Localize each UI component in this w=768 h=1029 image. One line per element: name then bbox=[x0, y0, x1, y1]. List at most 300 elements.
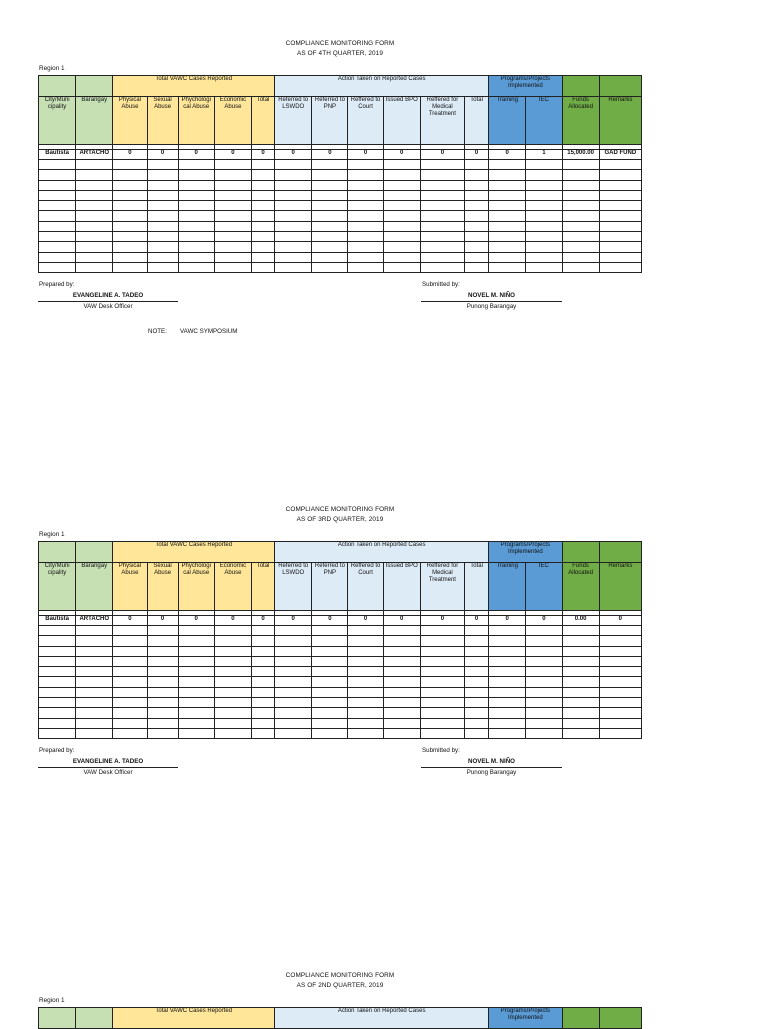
empty-cell bbox=[76, 698, 113, 708]
empty-cell bbox=[383, 201, 420, 211]
empty-cell bbox=[251, 708, 274, 718]
empty-cell bbox=[526, 211, 562, 221]
table-cell: 0 bbox=[465, 616, 489, 626]
empty-row bbox=[39, 728, 642, 738]
empty-cell bbox=[489, 262, 526, 272]
empty-cell bbox=[275, 180, 312, 190]
column-header: Referred to PNP bbox=[312, 97, 348, 145]
empty-cell bbox=[39, 687, 76, 697]
empty-cell bbox=[348, 728, 383, 738]
empty-cell bbox=[76, 718, 113, 728]
empty-cell bbox=[312, 718, 348, 728]
empty-cell bbox=[178, 201, 214, 211]
empty-cell bbox=[465, 728, 489, 738]
signature-line bbox=[421, 767, 562, 768]
empty-cell bbox=[489, 708, 526, 718]
empty-row bbox=[39, 211, 642, 221]
table-cell: 0 bbox=[275, 616, 312, 626]
empty-cell bbox=[76, 221, 113, 231]
empty-cell bbox=[348, 667, 383, 677]
column-header: Referred to LSWDO bbox=[275, 563, 312, 611]
empty-cell bbox=[178, 232, 214, 242]
empty-cell bbox=[312, 646, 348, 656]
empty-cell bbox=[312, 252, 348, 262]
empty-cell bbox=[275, 170, 312, 180]
empty-cell bbox=[383, 646, 420, 656]
empty-cell bbox=[420, 170, 464, 180]
empty-cell bbox=[465, 667, 489, 677]
empty-cell bbox=[599, 221, 641, 231]
table-cell: 0 bbox=[147, 616, 178, 626]
empty-cell bbox=[113, 242, 147, 252]
empty-cell bbox=[147, 667, 178, 677]
empty-cell bbox=[599, 242, 641, 252]
empty-cell bbox=[275, 232, 312, 242]
empty-cell bbox=[348, 232, 383, 242]
column-header: Issued BPO bbox=[383, 97, 420, 145]
compliance-table bbox=[38, 541, 642, 739]
empty-cell bbox=[178, 636, 214, 646]
submitted-by-position: Punong Barangay bbox=[466, 769, 517, 776]
empty-cell bbox=[489, 221, 526, 231]
empty-cell bbox=[465, 221, 489, 231]
empty-cell bbox=[420, 626, 464, 636]
empty-cell bbox=[76, 201, 113, 211]
empty-cell bbox=[420, 636, 464, 646]
header-blank-cell bbox=[76, 1008, 113, 1029]
empty-cell bbox=[348, 160, 383, 170]
empty-cell bbox=[465, 636, 489, 646]
empty-row bbox=[39, 190, 642, 200]
empty-cell bbox=[562, 728, 599, 738]
table-cell: 0 bbox=[312, 150, 348, 160]
empty-cell bbox=[251, 201, 274, 211]
empty-row bbox=[39, 180, 642, 190]
empty-cell bbox=[275, 636, 312, 646]
empty-cell bbox=[489, 626, 526, 636]
empty-cell bbox=[312, 221, 348, 231]
column-header: Total bbox=[465, 97, 489, 145]
signature-line bbox=[38, 767, 178, 768]
empty-cell bbox=[312, 636, 348, 646]
empty-cell bbox=[348, 252, 383, 262]
empty-cell bbox=[465, 626, 489, 636]
empty-cell bbox=[599, 646, 641, 656]
empty-cell bbox=[599, 636, 641, 646]
empty-cell bbox=[147, 180, 178, 190]
empty-cell bbox=[465, 677, 489, 687]
empty-cell bbox=[214, 160, 251, 170]
empty-row bbox=[39, 160, 642, 170]
empty-cell bbox=[312, 232, 348, 242]
empty-cell bbox=[420, 232, 464, 242]
empty-cell bbox=[214, 626, 251, 636]
empty-cell bbox=[526, 667, 562, 677]
column-header: Training bbox=[489, 563, 526, 611]
column-header: Phychologi cal Abuse bbox=[178, 97, 214, 145]
empty-cell bbox=[383, 180, 420, 190]
empty-cell bbox=[312, 160, 348, 170]
empty-cell bbox=[76, 667, 113, 677]
table-cell: 0 bbox=[275, 150, 312, 160]
submitted-by-label: Submitted by: bbox=[422, 747, 460, 754]
empty-cell bbox=[275, 687, 312, 697]
empty-cell bbox=[147, 201, 178, 211]
empty-cell bbox=[275, 708, 312, 718]
vawc-group-header: Total VAWC Cases Reported bbox=[113, 542, 275, 563]
form-subtitle: AS OF 4TH QUARTER, 2019 bbox=[297, 50, 383, 57]
column-header: Reffered to Court bbox=[348, 563, 383, 611]
empty-cell bbox=[39, 677, 76, 687]
empty-cell bbox=[489, 242, 526, 252]
table-cell: ARTACHO bbox=[76, 616, 113, 626]
empty-cell bbox=[348, 190, 383, 200]
column-header: Physical Abuse bbox=[113, 563, 147, 611]
empty-cell bbox=[489, 252, 526, 262]
empty-row bbox=[39, 170, 642, 180]
column-header: Sexual Abuse bbox=[147, 563, 178, 611]
empty-cell bbox=[113, 201, 147, 211]
empty-cell bbox=[465, 698, 489, 708]
empty-cell bbox=[383, 232, 420, 242]
empty-cell bbox=[147, 636, 178, 646]
empty-cell bbox=[76, 708, 113, 718]
empty-cell bbox=[526, 170, 562, 180]
empty-cell bbox=[312, 677, 348, 687]
empty-cell bbox=[562, 698, 599, 708]
empty-cell bbox=[465, 687, 489, 697]
empty-cell bbox=[420, 190, 464, 200]
prepared-by-label: Prepared by: bbox=[39, 281, 75, 288]
empty-cell bbox=[214, 180, 251, 190]
empty-cell bbox=[383, 626, 420, 636]
table-cell: 0 bbox=[113, 150, 147, 160]
empty-cell bbox=[178, 221, 214, 231]
table-cell: 0 bbox=[251, 616, 274, 626]
empty-cell bbox=[562, 708, 599, 718]
empty-cell bbox=[465, 232, 489, 242]
empty-cell bbox=[147, 718, 178, 728]
column-header: IEC bbox=[526, 97, 562, 145]
empty-cell bbox=[489, 190, 526, 200]
empty-cell bbox=[526, 677, 562, 687]
empty-cell bbox=[599, 262, 641, 272]
empty-cell bbox=[178, 667, 214, 677]
empty-cell bbox=[562, 201, 599, 211]
empty-cell bbox=[251, 242, 274, 252]
empty-cell bbox=[76, 242, 113, 252]
header-blank-cell bbox=[562, 76, 599, 97]
empty-cell bbox=[214, 252, 251, 262]
empty-cell bbox=[178, 180, 214, 190]
empty-cell bbox=[383, 252, 420, 262]
empty-cell bbox=[251, 160, 274, 170]
empty-cell bbox=[562, 242, 599, 252]
empty-cell bbox=[420, 211, 464, 221]
header-blank-cell bbox=[76, 76, 113, 97]
empty-cell bbox=[178, 677, 214, 687]
empty-cell bbox=[562, 170, 599, 180]
empty-cell bbox=[526, 190, 562, 200]
empty-cell bbox=[383, 221, 420, 231]
empty-cell bbox=[465, 262, 489, 272]
table-cell: 0.00 bbox=[562, 616, 599, 626]
empty-cell bbox=[526, 160, 562, 170]
empty-cell bbox=[113, 252, 147, 262]
empty-cell bbox=[275, 242, 312, 252]
empty-cell bbox=[113, 232, 147, 242]
empty-cell bbox=[113, 160, 147, 170]
empty-cell bbox=[348, 262, 383, 272]
empty-cell bbox=[39, 636, 76, 646]
empty-cell bbox=[214, 646, 251, 656]
empty-row bbox=[39, 687, 642, 697]
empty-cell bbox=[383, 656, 420, 666]
form-subtitle: AS OF 2ND QUARTER, 2019 bbox=[296, 982, 384, 989]
empty-cell bbox=[599, 170, 641, 180]
action-group-header: Action Taken on Reported Cases bbox=[275, 76, 489, 97]
prepared-by-name: EVANGELINE A. TADEO bbox=[72, 292, 144, 299]
empty-cell bbox=[147, 708, 178, 718]
table-cell: 0 bbox=[383, 150, 420, 160]
prepared-by-name: EVANGELINE A. TADEO bbox=[72, 758, 144, 765]
empty-cell bbox=[147, 698, 178, 708]
table-cell: Bautista bbox=[39, 616, 76, 626]
empty-cell bbox=[39, 242, 76, 252]
empty-cell bbox=[348, 201, 383, 211]
empty-cell bbox=[39, 211, 76, 221]
empty-cell bbox=[113, 180, 147, 190]
column-header: Remarks bbox=[599, 97, 641, 145]
empty-cell bbox=[383, 667, 420, 677]
empty-cell bbox=[348, 211, 383, 221]
empty-cell bbox=[275, 677, 312, 687]
empty-cell bbox=[562, 232, 599, 242]
empty-cell bbox=[251, 252, 274, 262]
empty-cell bbox=[214, 728, 251, 738]
empty-cell bbox=[147, 232, 178, 242]
empty-cell bbox=[420, 262, 464, 272]
empty-cell bbox=[76, 211, 113, 221]
empty-cell bbox=[178, 718, 214, 728]
empty-cell bbox=[562, 262, 599, 272]
empty-cell bbox=[383, 242, 420, 252]
empty-cell bbox=[420, 656, 464, 666]
empty-cell bbox=[312, 242, 348, 252]
empty-cell bbox=[214, 262, 251, 272]
empty-cell bbox=[214, 211, 251, 221]
empty-cell bbox=[113, 708, 147, 718]
empty-cell bbox=[526, 180, 562, 190]
empty-cell bbox=[147, 728, 178, 738]
column-header: Physical Abuse bbox=[113, 97, 147, 145]
empty-cell bbox=[383, 728, 420, 738]
empty-cell bbox=[251, 221, 274, 231]
submitted-by-label: Submitted by: bbox=[422, 281, 460, 288]
empty-cell bbox=[214, 677, 251, 687]
empty-cell bbox=[251, 677, 274, 687]
table-cell: 0 bbox=[348, 616, 383, 626]
column-header: Economic Abuse bbox=[214, 563, 251, 611]
empty-cell bbox=[420, 677, 464, 687]
table-cell: 0 bbox=[251, 150, 274, 160]
empty-cell bbox=[178, 252, 214, 262]
empty-cell bbox=[76, 728, 113, 738]
empty-cell bbox=[489, 728, 526, 738]
column-header: Sexual Abuse bbox=[147, 97, 178, 145]
vawc-group-header: Total VAWC Cases Reported bbox=[113, 1008, 275, 1029]
empty-cell bbox=[251, 646, 274, 656]
empty-cell bbox=[214, 698, 251, 708]
empty-cell bbox=[39, 718, 76, 728]
empty-cell bbox=[214, 667, 251, 677]
empty-cell bbox=[348, 656, 383, 666]
empty-cell bbox=[178, 656, 214, 666]
empty-cell bbox=[147, 677, 178, 687]
empty-cell bbox=[214, 636, 251, 646]
empty-cell bbox=[39, 160, 76, 170]
empty-cell bbox=[275, 626, 312, 636]
empty-cell bbox=[39, 180, 76, 190]
empty-cell bbox=[214, 170, 251, 180]
empty-cell bbox=[489, 211, 526, 221]
column-header: Referred to LSWDO bbox=[275, 97, 312, 145]
empty-row bbox=[39, 677, 642, 687]
empty-cell bbox=[251, 211, 274, 221]
empty-cell bbox=[348, 677, 383, 687]
empty-cell bbox=[348, 636, 383, 646]
table-cell: ARTACHO bbox=[76, 150, 113, 160]
empty-cell bbox=[275, 201, 312, 211]
empty-cell bbox=[251, 667, 274, 677]
empty-cell bbox=[526, 262, 562, 272]
empty-cell bbox=[420, 201, 464, 211]
empty-cell bbox=[76, 180, 113, 190]
empty-cell bbox=[526, 728, 562, 738]
empty-cell bbox=[420, 180, 464, 190]
table-cell: Bautista bbox=[39, 150, 76, 160]
empty-cell bbox=[251, 170, 274, 180]
empty-cell bbox=[251, 687, 274, 697]
empty-cell bbox=[599, 687, 641, 697]
empty-cell bbox=[599, 667, 641, 677]
empty-cell bbox=[312, 211, 348, 221]
empty-cell bbox=[39, 252, 76, 262]
empty-cell bbox=[275, 160, 312, 170]
empty-cell bbox=[178, 211, 214, 221]
note-text: VAWC SYMPOSIUM bbox=[180, 328, 238, 335]
empty-cell bbox=[489, 180, 526, 190]
note-label: NOTE: bbox=[148, 328, 167, 335]
programs-group-header: Programs/Projects Implemented bbox=[489, 76, 562, 97]
empty-cell bbox=[178, 626, 214, 636]
empty-cell bbox=[113, 667, 147, 677]
region-label: Region 1 bbox=[39, 531, 65, 538]
empty-cell bbox=[489, 160, 526, 170]
empty-cell bbox=[489, 636, 526, 646]
empty-cell bbox=[147, 221, 178, 231]
submitted-by-name: NOVEL M. NIÑO bbox=[468, 758, 515, 765]
empty-cell bbox=[312, 626, 348, 636]
region-label: Region 1 bbox=[39, 997, 65, 1004]
empty-cell bbox=[526, 232, 562, 242]
empty-cell bbox=[526, 636, 562, 646]
empty-cell bbox=[178, 190, 214, 200]
empty-cell bbox=[113, 262, 147, 272]
empty-cell bbox=[489, 646, 526, 656]
empty-cell bbox=[39, 626, 76, 636]
form-title: COMPLIANCE MONITORING FORM bbox=[285, 506, 395, 513]
table-cell: 0 bbox=[214, 150, 251, 160]
table-cell: 0 bbox=[489, 150, 526, 160]
empty-cell bbox=[420, 718, 464, 728]
empty-cell bbox=[348, 221, 383, 231]
empty-cell bbox=[599, 211, 641, 221]
empty-cell bbox=[251, 190, 274, 200]
empty-cell bbox=[420, 728, 464, 738]
empty-cell bbox=[39, 201, 76, 211]
empty-cell bbox=[312, 180, 348, 190]
empty-cell bbox=[562, 656, 599, 666]
empty-cell bbox=[76, 646, 113, 656]
compliance-table bbox=[38, 1007, 642, 1029]
empty-cell bbox=[465, 160, 489, 170]
empty-cell bbox=[489, 687, 526, 697]
form-title: COMPLIANCE MONITORING FORM bbox=[285, 972, 395, 979]
submitted-by-position: Punong Barangay bbox=[466, 303, 517, 310]
signature-line bbox=[421, 301, 562, 302]
empty-row bbox=[39, 232, 642, 242]
empty-cell bbox=[76, 687, 113, 697]
table-cell: 0 bbox=[147, 150, 178, 160]
vawc-group-header: Total VAWC Cases Reported bbox=[113, 76, 275, 97]
empty-row bbox=[39, 708, 642, 718]
empty-cell bbox=[489, 170, 526, 180]
empty-cell bbox=[214, 221, 251, 231]
signature-line bbox=[38, 301, 178, 302]
empty-cell bbox=[147, 170, 178, 180]
empty-cell bbox=[420, 252, 464, 262]
empty-cell bbox=[562, 626, 599, 636]
empty-cell bbox=[214, 232, 251, 242]
empty-cell bbox=[489, 201, 526, 211]
empty-cell bbox=[526, 242, 562, 252]
empty-cell bbox=[562, 221, 599, 231]
empty-cell bbox=[113, 170, 147, 180]
empty-row bbox=[39, 626, 642, 636]
empty-cell bbox=[489, 677, 526, 687]
empty-row bbox=[39, 201, 642, 211]
empty-cell bbox=[383, 718, 420, 728]
empty-cell bbox=[348, 687, 383, 697]
empty-cell bbox=[526, 698, 562, 708]
empty-cell bbox=[214, 687, 251, 697]
column-header: Total bbox=[251, 563, 274, 611]
empty-cell bbox=[76, 636, 113, 646]
empty-cell bbox=[312, 708, 348, 718]
compliance-table bbox=[38, 75, 642, 273]
empty-cell bbox=[420, 708, 464, 718]
empty-cell bbox=[312, 262, 348, 272]
empty-cell bbox=[562, 160, 599, 170]
empty-cell bbox=[383, 708, 420, 718]
empty-cell bbox=[526, 626, 562, 636]
empty-cell bbox=[383, 262, 420, 272]
table-cell: 0 bbox=[489, 616, 526, 626]
action-group-header: Action Taken on Reported Cases bbox=[275, 1008, 489, 1029]
table-row bbox=[39, 150, 642, 160]
empty-cell bbox=[275, 221, 312, 231]
